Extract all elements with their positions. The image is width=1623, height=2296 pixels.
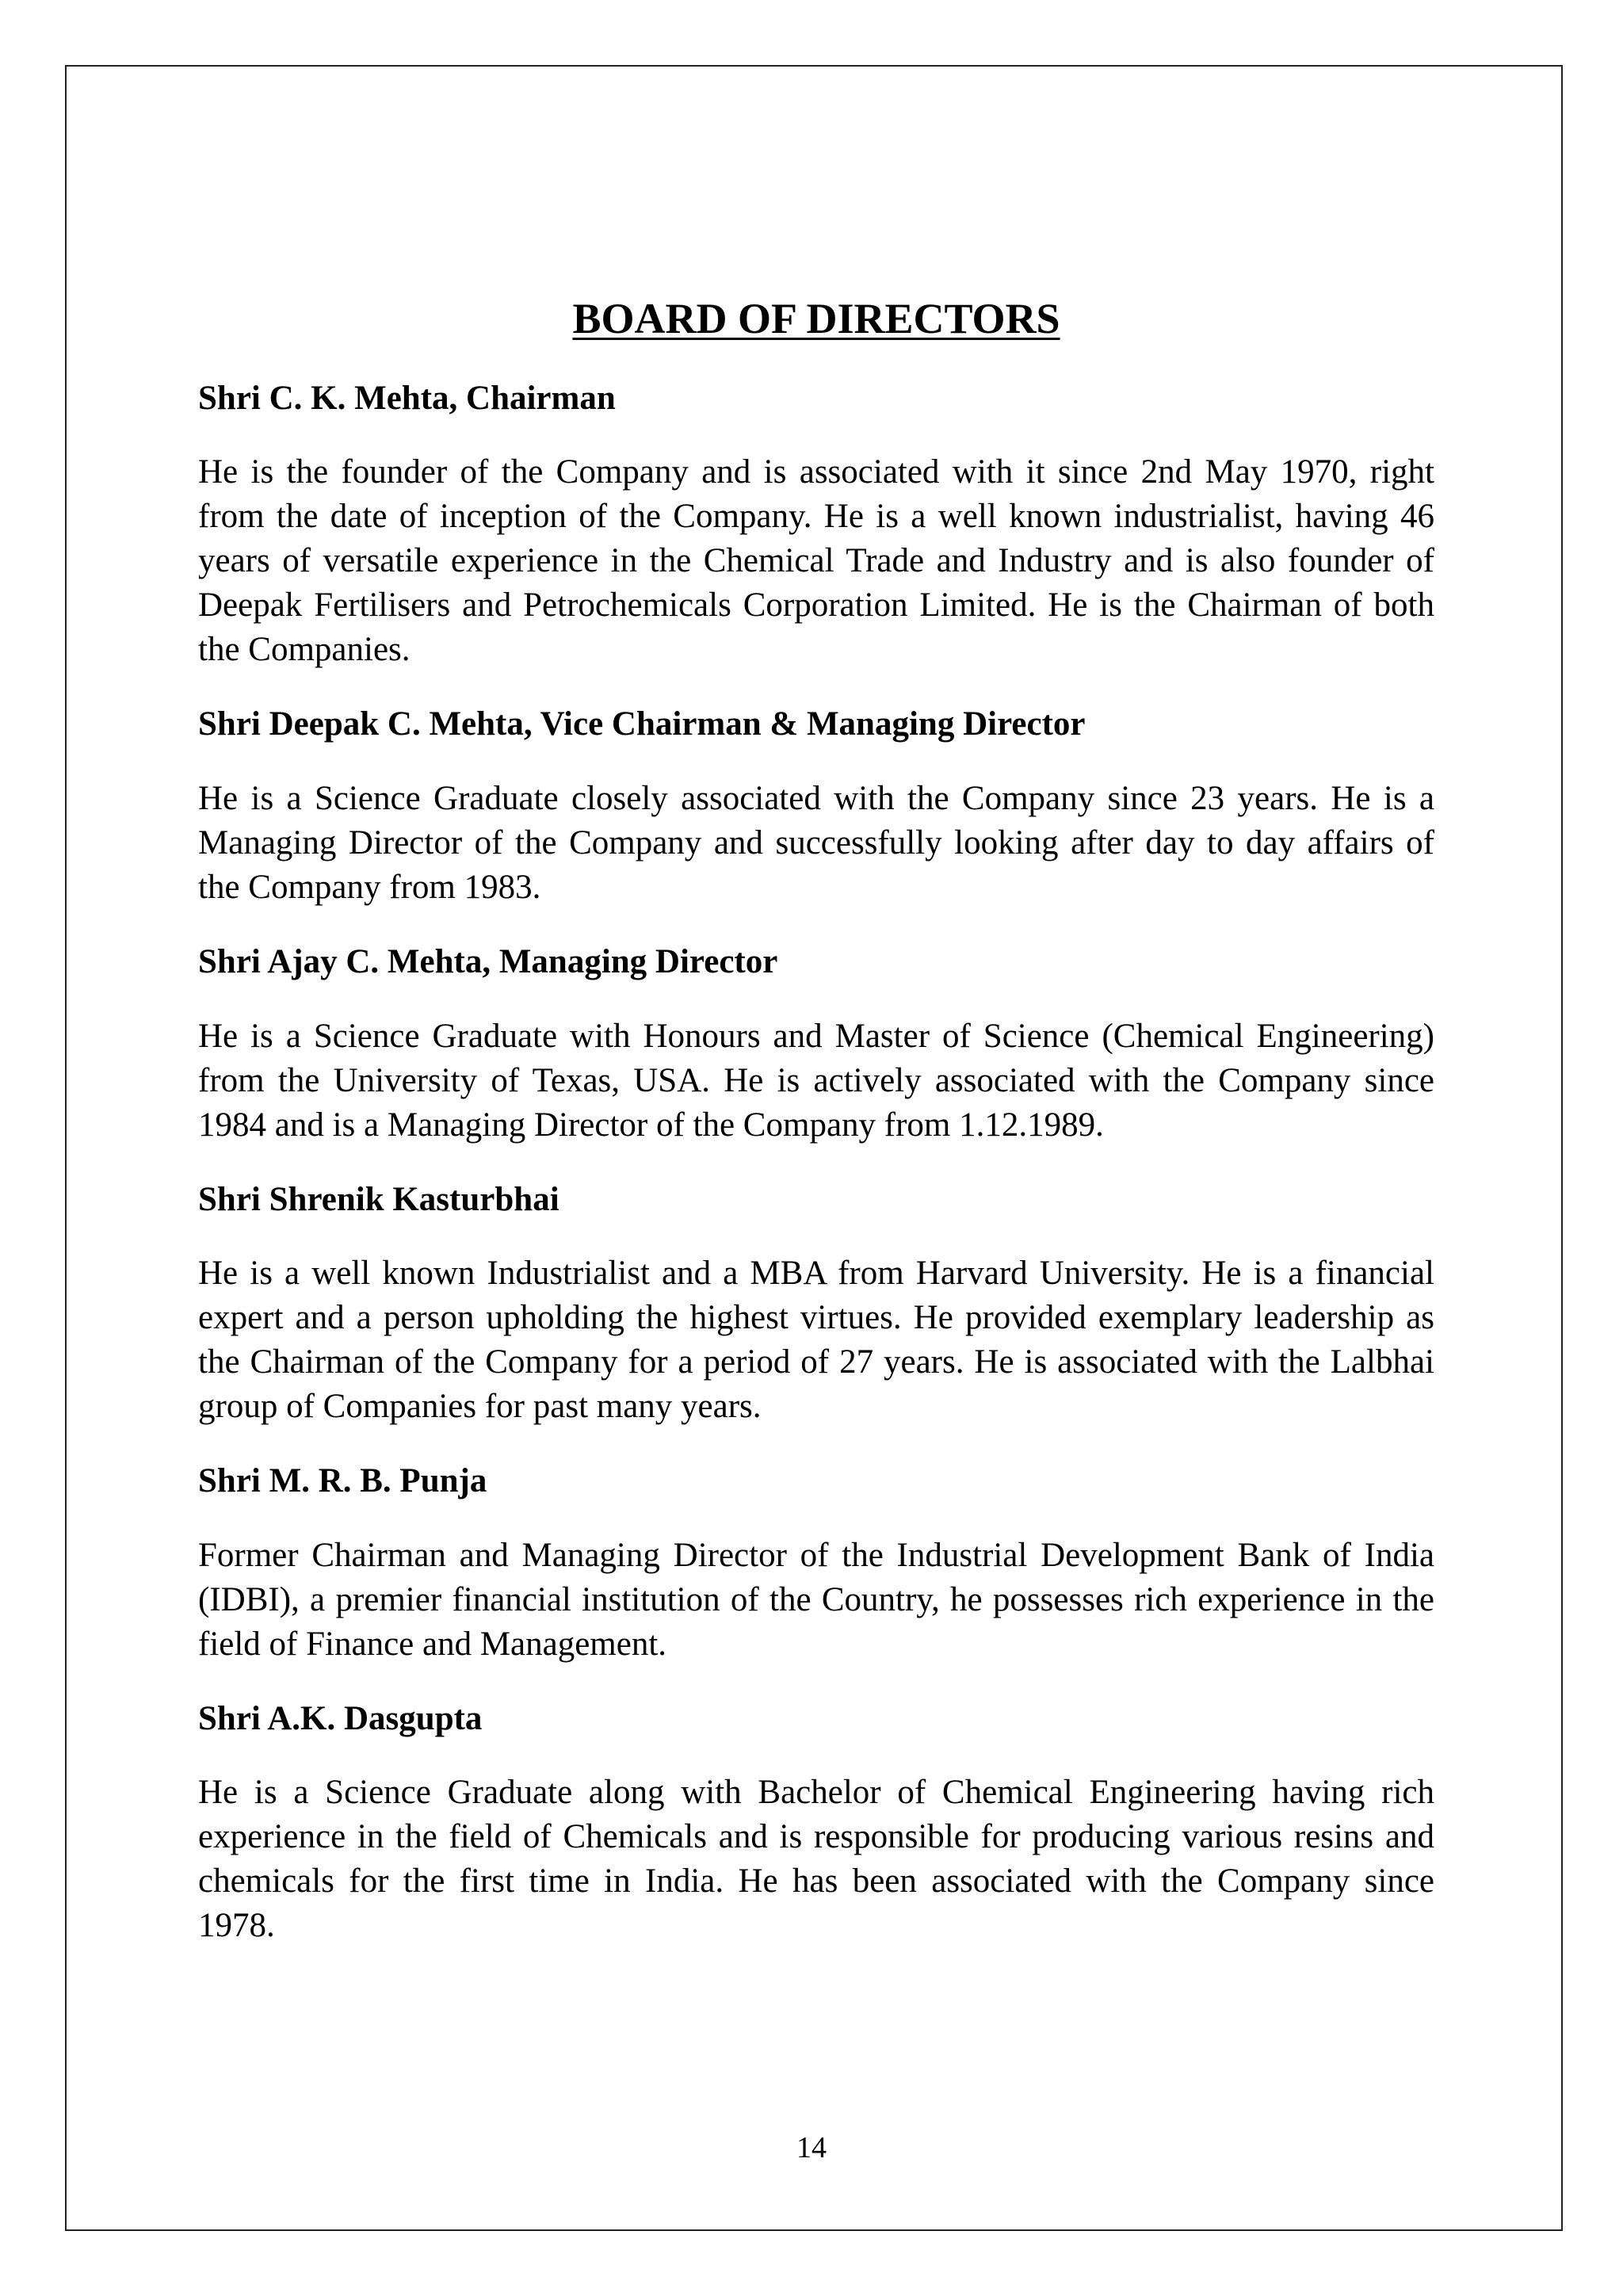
director-name: Shri Ajay C. Mehta, Managing Director (198, 942, 778, 980)
page-title: BOARD OF DIRECTORS (572, 295, 1060, 342)
director-bio: He is a well known Industrialist and a MBA from Harvard University. He is a financial expert and a person upholding the highest virtues. He provided exemplary leadership as the Chairman of the Company for a period of 27 years. He is associated with the Lalbhai group of Companies for past many years. (198, 1255, 1434, 1426)
director-bio: He is a Science Graduate along with Bachelor of Chemical Engineering having rich experience in the field of Chemicals and is responsible for producing various resins and chemicals for the first time in India. He has been associated with the Company since 1978. (198, 1774, 1434, 1945)
director-name: Shri M. R. B. Punja (198, 1462, 487, 1500)
director-name: Shri Shrenik Kasturbhai (198, 1180, 559, 1218)
director-section (198, 1461, 1434, 1667)
director-bio: He is the founder of the Company and is associated with it since 2nd May 1970, right from the date of inception of the Company. He is a well known industrialist, having 46 years of versatile experience in the Chemical Trade and Industry and is also founder of Deepak Fertilisers and Petrochemicals Corporation Limited. He is the Chairman of both the Companies. (198, 453, 1434, 669)
director-name: Shri C. K. Mehta, Chairman (198, 379, 616, 417)
director-name: Shri A.K. Dasgupta (198, 1699, 483, 1737)
page-content (198, 293, 1434, 1980)
director-section (198, 378, 1434, 673)
director-section (198, 704, 1434, 910)
director-section (198, 1179, 1434, 1430)
director-bio: He is a Science Graduate closely associated with the Company since 23 years. He is a Managing Director of the Company and successfully looking after day to day affairs of the Company from 1983. (198, 779, 1434, 906)
director-bio: He is a Science Graduate with Honours and Master of Science (Chemical Engineering) from the University of Texas, USA. He is actively associated with the Company since 1984 and is a Managing Director of the Company from 1.12.1989. (198, 1017, 1434, 1144)
director-section (198, 1698, 1434, 1949)
director-bio: Former Chairman and Managing Director of the Industrial Development Bank of India (IDBI), a premier financial institution of the Country, he possesses rich experience in the field of Finance and Management. (198, 1536, 1434, 1663)
director-name: Shri Deepak C. Mehta, Vice Chairman & Managing Director (198, 705, 1086, 743)
page-number: 14 (796, 2131, 827, 2164)
director-section (198, 942, 1434, 1148)
